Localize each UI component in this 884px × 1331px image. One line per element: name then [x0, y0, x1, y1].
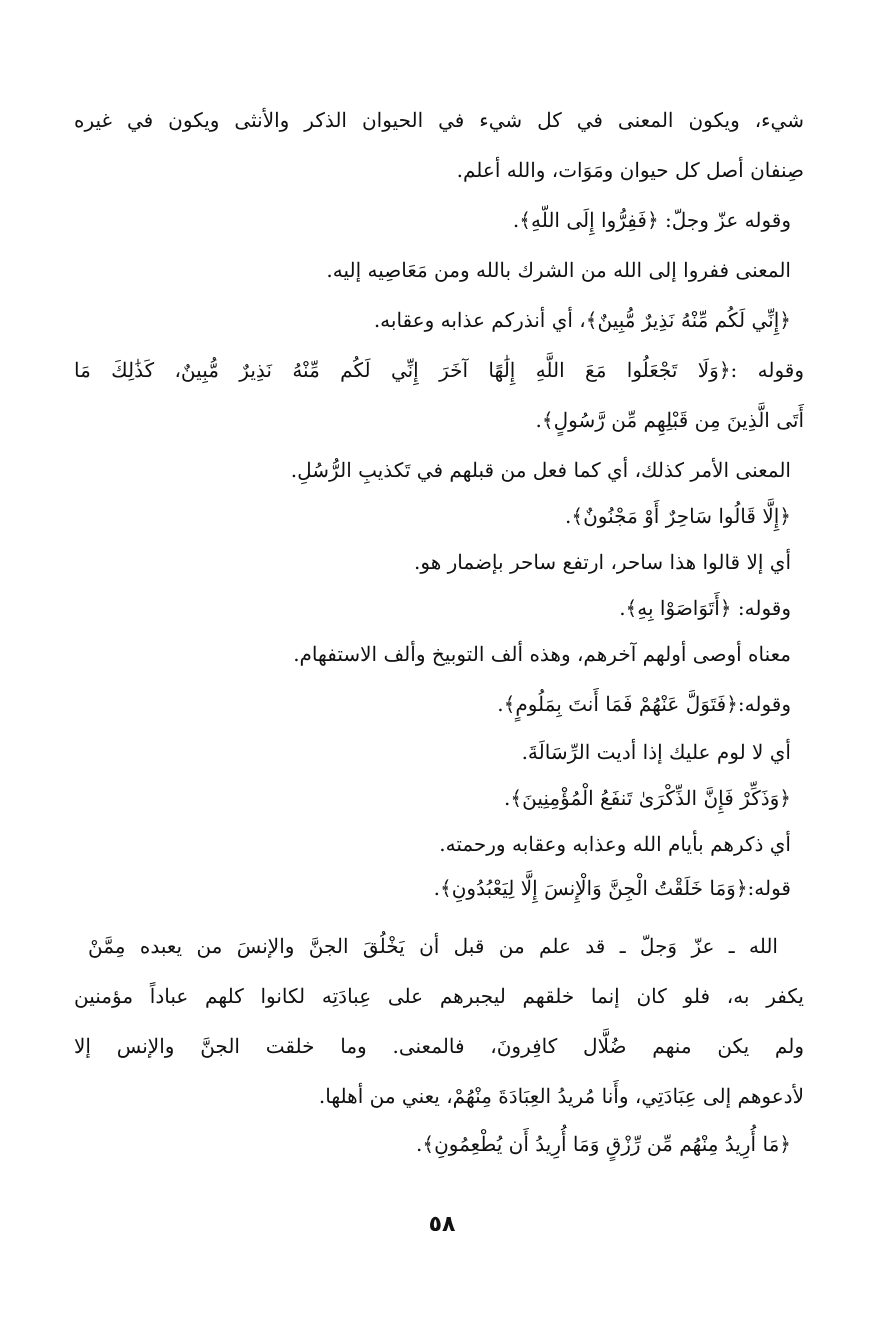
text-line: وقوله :﴿وَلَا تَجْعَلُوا مَعَ اللَّهِ إِلَٰهًا آخَرَ إِنِّي لَكُم مِّنْهُ نَذِيرٌ مُّبِينٌ، كَذَٰلِكَ مَا	[74, 358, 804, 382]
text-line: معناه أوصى أولهم آخرهم، وهذه ألف التوبيخ وألف الاستفهام.	[293, 642, 791, 666]
text-line: لأدعوهم إلى عِبَادَتِي، وأَنا مُريدُ العِبَادَةَ مِنْهُمْ، يعني من أهلها.	[318, 1084, 804, 1108]
text-line: أي لا لوم عليك إذا أديت الرِّسَالَةَ.	[521, 740, 791, 764]
text-line: يكفر به، فلو كان إنما خلقهم ليجبرهم على عِبادَتِه لكانوا كلهم عباداً مؤمنين	[74, 984, 804, 1008]
text-line: المعنى الأمر كذلك، أي كما فعل من قبلهم في تَكذيبِ الرُّسُلِ.	[290, 458, 791, 482]
text-line: أي إلا قالوا هذا ساحر، ارتفع ساحر بإضمار هو.	[414, 550, 791, 574]
verse-line: ﴿مَا أُرِيدُ مِنْهُم مِّن رِّزْقٍ وَمَا أُرِيدُ أَن يُطْعِمُونِ﴾.	[416, 1132, 791, 1156]
text-line: المعنى ففروا إلى الله من الشرك بالله ومن مَعَاصِيه إليه.	[326, 258, 791, 282]
page-number: ٥٨	[428, 1212, 456, 1237]
text-line: الله ـ عزّ وَجلّ ـ قد علم من قبل أن يَخْلُقَ الجنَّ والإنسَ من يعبده مِمَّنْ	[88, 934, 778, 958]
text-line: أي ذكرهم بأيام الله وعذابه وعقابه ورحمته.	[439, 832, 791, 856]
text-line: ولم يكن منهم ضُلَّال كافِرونَ، فالمعنى. وما خلقت الجنَّ والإنس إلا	[74, 1034, 804, 1058]
verse-line: أَتَى الَّذِينَ مِن قَبْلِهِم مِّن رَّسُولٍ﴾.	[535, 408, 804, 432]
verse-line: ﴿إِنِّي لَكُم مِّنْهُ نَذِيرٌ مُّبِينٌ﴾، أي أنذركم عذابه وعقابه.	[373, 308, 791, 332]
text-line: شيء، ويكون المعنى في كل شيء في الحيوان الذكر والأنثى ويكون في غيره	[74, 108, 804, 132]
verse-line: ﴿وَذَكِّرْ فَإِنَّ الذِّكْرَىٰ تَنفَعُ الْمُؤْمِنِينَ﴾.	[504, 786, 791, 810]
text-line: قوله:﴿وَمَا خَلَقْتُ الْجِنَّ وَالْإِنسَ إِلَّا لِيَعْبُدُونِ﴾.	[433, 876, 791, 900]
text-line: وقوله: ﴿أَتَوَاصَوْا بِهِ﴾.	[619, 596, 791, 620]
text-line: وقوله عزّ وجلّ: ﴿فَفِرُّوا إِلَى اللّهِ﴾.	[512, 208, 791, 232]
text-line: وقوله:﴿فَتَوَلَّ عَنْهُمْ فَمَا أَنتَ بِمَلُومٍ﴾.	[497, 692, 791, 716]
text-line: صِنفان أصل كل حيوان ومَوَات، والله أعلم.	[456, 158, 804, 182]
verse-line: ﴿إِلَّا قَالُوا سَاحِرٌ أَوْ مَجْنُونٌ﴾.	[565, 504, 791, 528]
